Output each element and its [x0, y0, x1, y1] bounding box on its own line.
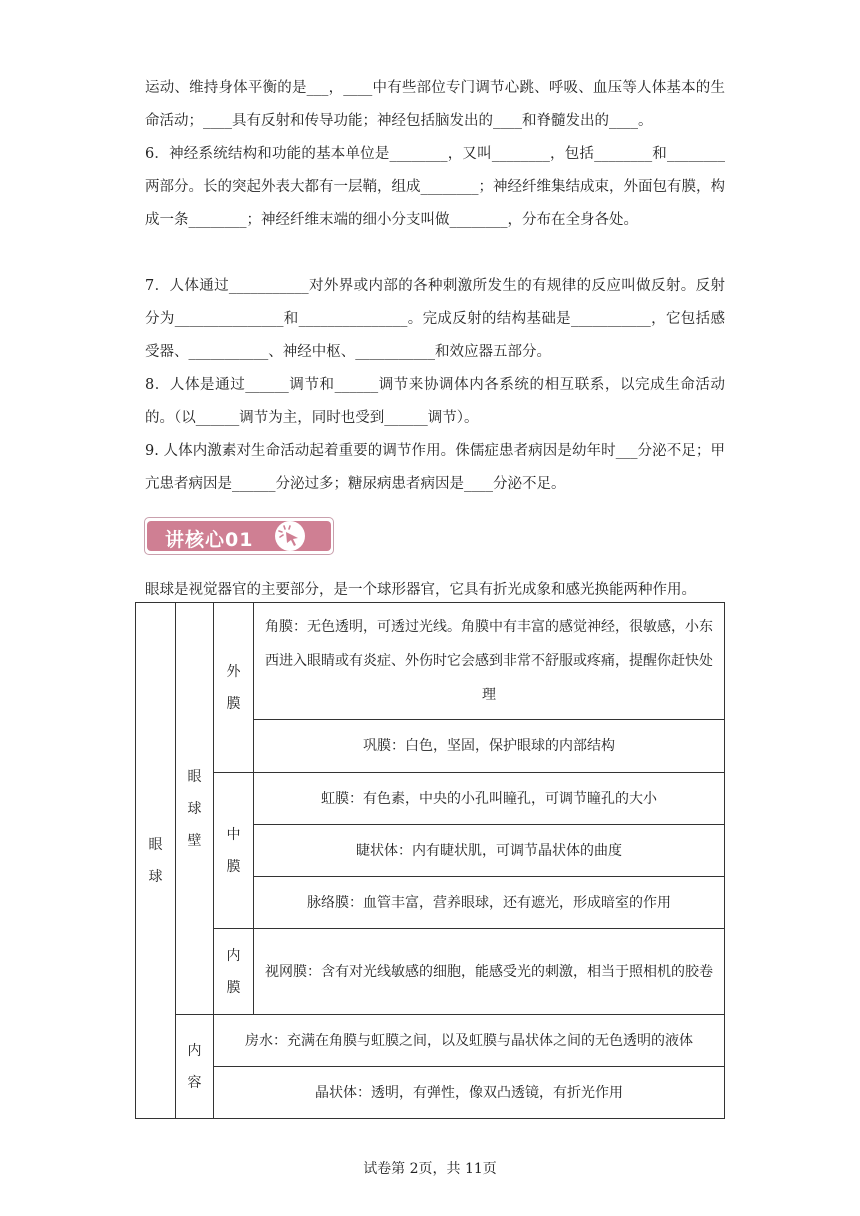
cell-eyeball: 眼球: [136, 603, 176, 1119]
cell-iris: 虹膜：有色素，中央的小孔叫瞳孔，可调节瞳孔的大小: [254, 773, 725, 825]
pointer-click-icon: [275, 521, 305, 551]
intro-text: 眼球是视觉器官的主要部分，是一个球形器官，它具有折光成象和感光换能两种作用。: [145, 582, 696, 598]
cell-eyeball-wall: 眼球壁: [176, 603, 214, 1015]
section-badge-label: 讲核心01: [165, 529, 254, 551]
cell-contents: 内容: [176, 1015, 214, 1119]
page-footer: 试卷第 2页，共 11页: [363, 1161, 497, 1177]
question-8: 8．人体是通过______调节和______调节来协调体内各系统的相互联系，以完成生命活动的。（以______调节为主，同时也受到______调节）。: [145, 377, 725, 426]
cell-aqueous-humor: 房水：充满在角膜与虹膜之间，以及虹膜与晶状体之间的无色透明的液体: [214, 1015, 725, 1067]
question-7: 7．人体通过___________对外界或内部的各种刺激所发生的有规律的反应叫做反射。反射分为_______________和_______________。完成反射的结构基础是___________，它包括感受器、___________、神经中枢、___________和效应器五部分。: [145, 278, 725, 360]
section-badge: [144, 517, 334, 555]
eyeball-structure-table: [135, 602, 725, 1119]
cell-outer-layer: 外膜: [214, 603, 254, 773]
cell-retina: 视网膜：含有对光线敏感的细胞，能感受光的刺激，相当于照相机的胶卷: [254, 929, 725, 1015]
cell-inner-layer: 内膜: [214, 929, 254, 1015]
cell-middle-layer: 中膜: [214, 773, 254, 929]
cell-cornea: 角膜：无色透明，可透过光线。角膜中有丰富的感觉神经，很敏感，小东西进入眼睛或有炎症、外伤时它会感到非常不舒服或疼痛，提醒你赶快处理: [254, 603, 725, 720]
question-9: 9. 人体内激素对生命活动起着重要的调节作用。侏儒症患者病因是幼年时___分泌不足；甲亢患者病因是______分泌过多；糖尿病患者病因是____分泌不足。: [145, 443, 725, 492]
paragraph-5-continued: 运动、维持身体平衡的是___，____中有些部位专门调节心跳、呼吸、血压等人体基本的生命活动；____具有反射和传导功能；神经包括脑发出的____和脊髓发出的____。: [145, 80, 725, 129]
cell-lens: 晶状体：透明，有弹性，像双凸透镜，有折光作用: [214, 1067, 725, 1119]
cell-choroid: 脉络膜：血管丰富，营养眼球，还有遮光，形成暗室的作用: [254, 877, 725, 929]
cell-sclera: 巩膜：白色，坚固，保护眼球的内部结构: [254, 720, 725, 773]
question-6: 6．神经系统结构和功能的基本单位是________，又叫________，包括________和________两部分。长的突起外表大都有一层鞘，组成________；神经纤维集结成束，外面包有膜，构成一条________；神经纤维末端的细小分支叫做________，分布在全身各处。: [145, 146, 725, 228]
cell-ciliary-body: 睫状体：内有睫状肌，可调节晶状体的曲度: [254, 825, 725, 877]
